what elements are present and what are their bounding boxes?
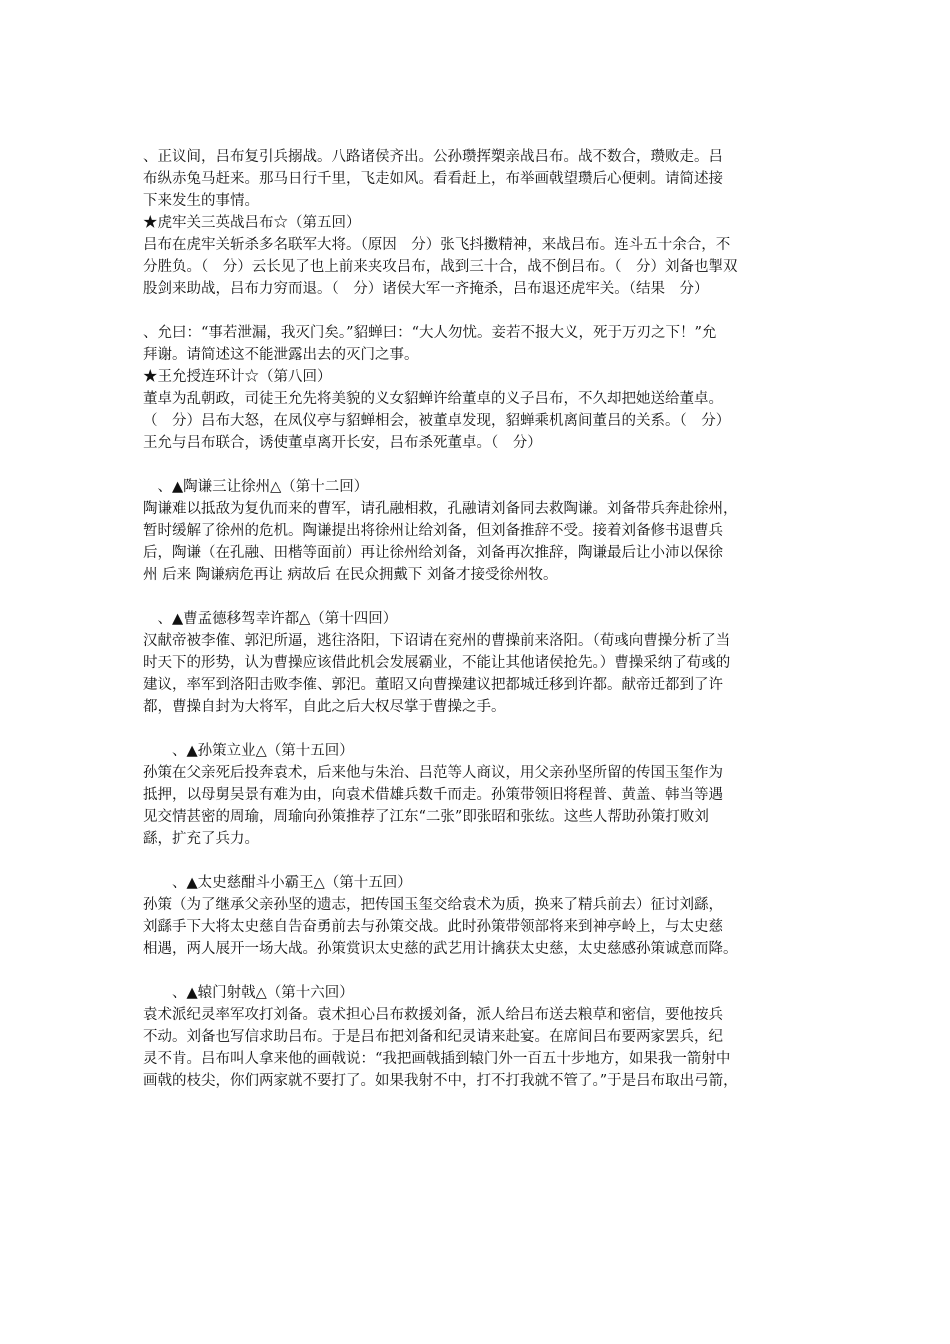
text-line: 繇，扩充了兵力。 [143, 831, 259, 847]
text-line: 孙策在父亲死后投奔袁术，后来他与朱治、吕范等人商议，用父亲孙坚所留的传国玉玺作为 [143, 765, 723, 781]
text-line: 分胜负。（ 分）云长见了也上前来夹攻吕布，战到三十合，战不倒吕布。（ 分）刘备也掣双 [143, 259, 738, 275]
section-sunce-liye [143, 740, 815, 850]
text-line: 都，曹操自封为大将军，自此之后大权尽掌于曹操之手。 [143, 699, 506, 715]
paragraph-gap [143, 960, 815, 982]
text-line: 布纵赤兔马赶来。那马日行千里，飞走如风。看看赶上，布举画戟望瓒后心便刺。请简述接 [143, 171, 723, 187]
section-taishici [143, 872, 815, 960]
section-taoqian-xuzhou [143, 476, 815, 586]
section-heading: 、▲辕门射戟△（第十六回） [143, 985, 354, 1001]
text-line: 州 后来 陶谦病危再让 病故后 在民众拥戴下 刘备才接受徐州牧。 [143, 567, 558, 583]
paragraph-gap [143, 300, 815, 322]
section-heading: 、▲曹孟德移驾幸许都△（第十四回） [143, 611, 398, 627]
paragraph-gap [143, 454, 815, 476]
section-yuanmen-sheji [143, 982, 815, 1092]
text-line: 灵不肯。吕布叫人拿来他的画戟说：“我把画戟插到辕门外一百五十步地方，如果我一箭射中 [143, 1051, 731, 1067]
text-line: 拜谢。请简述这不能泄露出去的灭门之事。 [143, 347, 419, 363]
text-line: 见交情甚密的周瑜，周瑜向孙策推荐了江东“二张”即张昭和张纮。这些人帮助孙策打败刘 [143, 809, 709, 825]
document-page [143, 146, 815, 1092]
text-line: 下来发生的事情。 [143, 193, 259, 209]
text-line: 相遇，两人展开一场大战。孙策赏识太史慈的武艺用计擒获太史慈，太史慈感孙策诚意而降。 [143, 941, 738, 957]
text-line: 吕布在虎牢关斩杀多名联军大将。（原因 分）张飞抖擞精神，来战吕布。连斗五十余合，不 [143, 237, 731, 253]
text-line: （ 分）吕布大怒，在凤仪亭与貂蝉相会，被董卓发现，貂蝉乘机离间董吕的关系。（ 分） [143, 413, 731, 429]
section-wangyun-lianhuanji [143, 322, 815, 454]
text-line: 汉献帝被李傕、郭汜所逼，逃往洛阳，下诏请在兖州的曹操前来洛阳。（荀彧向曹操分析了当 [143, 633, 731, 649]
paragraph-gap [143, 850, 815, 872]
text-line: 陶谦难以抵敌为复仇而来的曹军，请孔融相救，孔融请刘备同去救陶谦。刘备带兵奔赴徐州， [143, 501, 738, 517]
section-lvbu-gongsunzan [143, 146, 815, 300]
text-line: 画戟的枝尖，你们两家就不要打了。如果我射不中，打不打我就不管了。”于是吕布取出弓箭， [143, 1073, 738, 1089]
text-line: 股剑来助战，吕布力穷而退。（ 分）诸侯大军一齐掩杀，吕布退还虎牢关。（结果 分） [143, 281, 709, 297]
text-line: 、正议间，吕布复引兵搦战。八路诸侯齐出。公孙瓒挥槊亲战吕布。战不数合，瓒败走。吕 [143, 149, 723, 165]
section-heading: ★王允授连环计☆（第八回） [143, 369, 332, 385]
paragraph-gap [143, 718, 815, 740]
text-line: 时天下的形势，认为曹操应该借此机会发展霸业，不能让其他诸侯抢先。）曹操采纳了荀彧的 [143, 655, 731, 671]
text-line: 王允与吕布联合，诱使董卓离开长安，吕布杀死董卓。（ 分） [143, 435, 542, 451]
text-line: 抵押，以母舅吴景有难为由，向袁术借雄兵数千而走。孙策带领旧将程普、黄盖、韩当等遇 [143, 787, 723, 803]
section-heading: 、▲孙策立业△（第十五回） [143, 743, 354, 759]
text-line: 建议，率军到洛阳击败李傕、郭汜。董昭又向曹操建议把都城迁移到许都。献帝迁都到了许 [143, 677, 723, 693]
section-heading: ★虎牢关三英战吕布☆（第五回） [143, 215, 361, 231]
text-line: 董卓为乱朝政，司徒王允先将美貌的义女貂蝉许给董卓的义子吕布，不久却把她送给董卓。 [143, 391, 723, 407]
paragraph-gap [143, 586, 815, 608]
section-heading: 、▲陶谦三让徐州△（第十二回） [143, 479, 369, 495]
section-caocao-xudu [143, 608, 815, 718]
text-line: 孙策（为了继承父亲孙坚的遗志，把传国玉玺交给袁术为质，换来了精兵前去）征讨刘繇， [143, 897, 723, 913]
text-line: 后，陶谦（在孔融、田楷等面前）再让徐州给刘备，刘备再次推辞，陶谦最后让小沛以保徐 [143, 545, 723, 561]
text-line: 袁术派纪灵率军攻打刘备。袁术担心吕布救援刘备，派人给吕布送去粮草和密信，要他按兵 [143, 1007, 723, 1023]
text-line: 刘繇手下大将太史慈自告奋勇前去与孙策交战。此时孙策带领部将来到神亭岭上，与太史慈 [143, 919, 723, 935]
text-line: 不动。刘备也写信求助吕布。于是吕布把刘备和纪灵请来赴宴。在席间吕布要两家罢兵，纪 [143, 1029, 723, 1045]
text-line: 、允曰：“事若泄漏，我灭门矣。”貂蝉曰：“大人勿忧。妾若不报大义，死于万刃之下！”允 [143, 325, 717, 341]
text-line: 暂时缓解了徐州的危机。陶谦提出将徐州让给刘备，但刘备推辞不受。接着刘备修书退曹兵 [143, 523, 723, 539]
section-heading: 、▲太史慈酣斗小霸王△（第十五回） [143, 875, 412, 891]
